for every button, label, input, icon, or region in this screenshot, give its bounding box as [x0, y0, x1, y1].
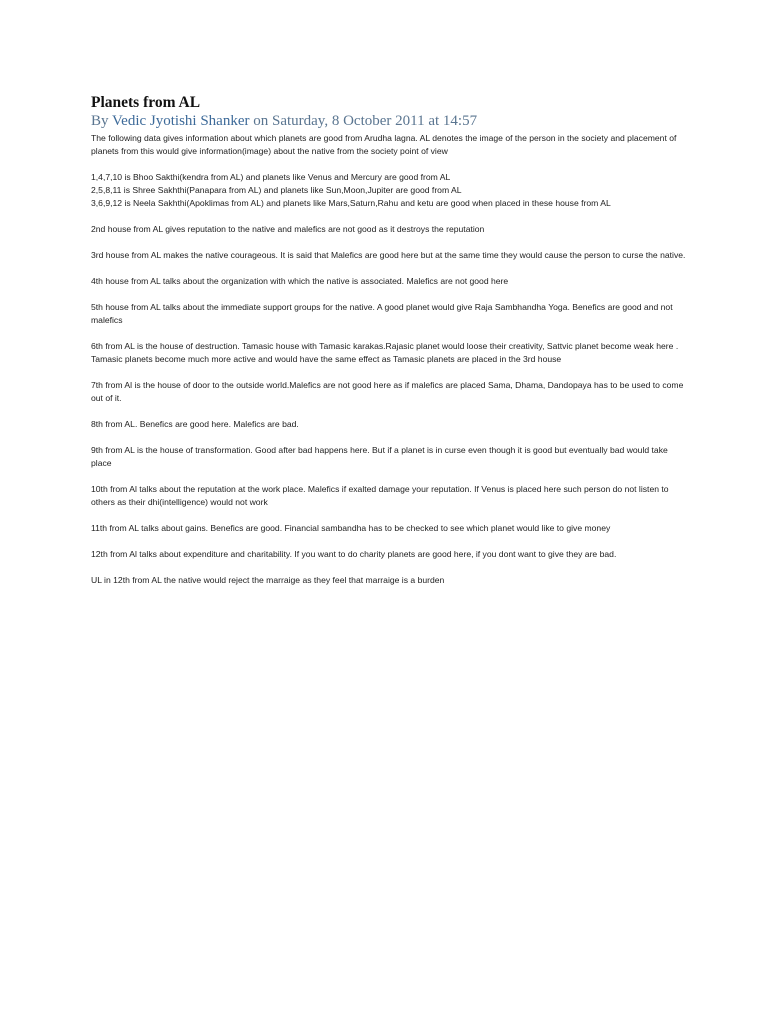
post-body — [91, 132, 686, 587]
house-paragraph: 4th house from AL talks about the organization with which the native is associated. Malefics are not good here — [91, 276, 509, 286]
house-paragraph: 3rd house from AL makes the native courageous. It is said that Malefics are good here but at the same time they would cause the person to curse the native. — [91, 250, 686, 260]
sakthi-list — [91, 171, 686, 210]
house-paragraph: 11th from AL talks about gains. Benefics are good. Financial sambandha has to be checked to see which planet would like to give money — [91, 523, 611, 533]
byline — [91, 112, 686, 130]
post-date: on Saturday, 8 October 2011 at 14:57 — [253, 113, 478, 129]
house-paragraph: 6th from AL is the house of destruction. Tamasic house with Tamasic karakas.Rajasic planet would loose their creativity, Sattvic planet become weak here . Tamasic planets become much more active and would have the same effect as Tamasic planets are placed in the 3rd house — [91, 341, 679, 364]
house-paragraph: 8th from AL. Benefics are good here. Malefics are bad. — [91, 419, 299, 429]
house-paragraph: 10th from Al talks about the reputation at the work place. Malefics if exalted damage your reputation. If Venus is placed here such person do not listen to others as their dhi(intelligence) would not work — [91, 484, 669, 507]
house-paragraph: 9th from AL is the house of transformation. Good after bad happens here. But if a planet is in curse even though it is good but eventually bad would take place — [91, 445, 668, 468]
house-paragraph: 7th from Al is the house of door to the outside world.Malefics are not good here as if malefics are placed Sama, Dhama, Dandopaya has to be used to come out of it. — [91, 380, 684, 403]
house-paragraph: 2nd house from AL gives reputation to the native and malefics are not good as it destroys the reputation — [91, 224, 485, 234]
page-title: Planets from AL — [91, 94, 201, 111]
house-paragraph: 5th house from AL talks about the immediate support groups for the native. A good planet would give Raja Sambhandha Yoga. Benefics are good and not malefics — [91, 302, 673, 325]
intro-paragraph: The following data gives information about which planets are good from Arudha lagna. AL denotes the image of the person in the society and placement of planets from this would give information(image) about the native from the society point of view — [91, 133, 677, 156]
author-link[interactable]: Vedic Jyotishi Shanker — [112, 113, 250, 129]
sakthi-line: 2,5,8,11 is Shree Sakhthi(Panapara from AL) and planets like Sun,Moon,Jupiter are good from AL — [91, 185, 462, 195]
sakthi-line: 1,4,7,10 is Bhoo Sakthi(kendra from AL) and planets like Venus and Mercury are good from AL — [91, 172, 451, 182]
house-paragraph: UL in 12th from AL the native would reject the marraige as they feel that marraige is a burden — [91, 575, 445, 585]
sakthi-line: 3,6,9,12 is Neela Sakhthi(Apoklimas from AL) and planets like Mars,Saturn,Rahu and ketu are good when placed in these house from AL — [91, 198, 611, 208]
byline-prefix: By — [91, 113, 109, 129]
document-page — [91, 94, 686, 600]
house-paragraph: 12th from Al talks about expenditure and charitability. If you want to do charity planets are good here, if you dont want to give they are bad. — [91, 549, 617, 559]
